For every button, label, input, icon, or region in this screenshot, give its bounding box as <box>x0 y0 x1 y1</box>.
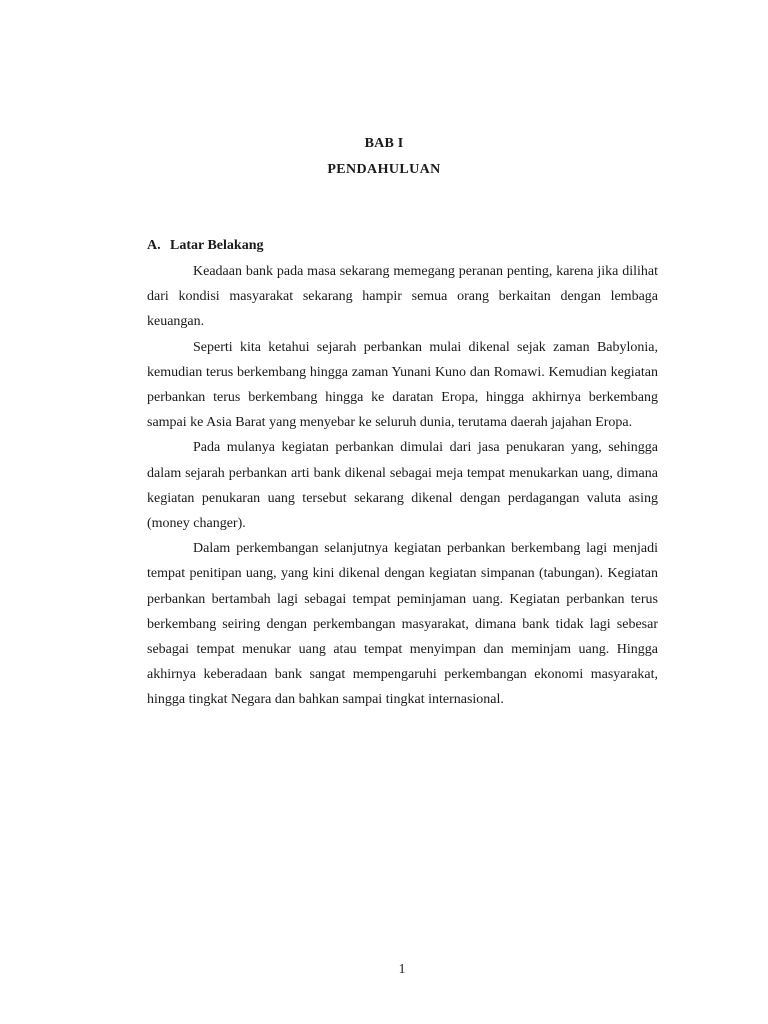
paragraph-2: Seperti kita ketahui sejarah perbankan mulai dikenal sejak zaman Babylonia, kemudian terus berkembang hingga zaman Yunani Kuno dan Romawi. Kemudian kegiatan perbankan terus berkembang hingga ke daratan Eropa, hingga akhirnya berkembang sampai ke Asia Barat yang menyebar ke seluruh dunia, terutama daerah jajahan Eropa. <box>147 339 658 431</box>
section-heading <box>147 238 263 254</box>
paragraph-3: Pada mulanya kegiatan perbankan dimulai dari jasa penukaran yang, sehingga dalam sejarah perbankan arti bank dikenal sebagai meja tempat menukarkan uang, dimana kegiatan penukaran uang tersebut sekarang dikenal dengan perdagangan valuta asing (money changer). <box>147 440 658 532</box>
paragraph-4: Dalam perkembangan selanjutnya kegiatan perbankan berkembang lagi menjadi tempat penitipan uang, yang kini dikenal dengan kegiatan simpanan (tabungan). Kegiatan perbankan bertambah lagi sebagai tempat peminjaman uang. Kegiatan perbankan terus berkembang seiring dengan perkembangan masyarakat, dimana bank tidak lagi sebesar sebagai tempat menukar uang atau tempat menyimpan dan meminjam uang. Hingga akhirnya keberadaan bank sangat mempengaruhi perkembangan ekonomi masyarakat, hingga tingkat Negara dan bahkan sampai tingkat internasional. <box>147 541 658 708</box>
chapter-number: BAB I <box>364 136 404 151</box>
section-marker: A. <box>147 238 161 253</box>
section-title: Latar Belakang <box>170 238 264 253</box>
chapter-title: PENDAHULUAN <box>327 162 441 177</box>
body-text <box>147 259 658 713</box>
page-number: 1 <box>398 962 406 977</box>
paragraph-1: Keadaan bank pada masa sekarang memegang peranan penting, karena jika dilihat dari kondisi masyarakat sekarang hampir semua orang berkaitan dengan lembaga keuangan. <box>147 264 658 330</box>
